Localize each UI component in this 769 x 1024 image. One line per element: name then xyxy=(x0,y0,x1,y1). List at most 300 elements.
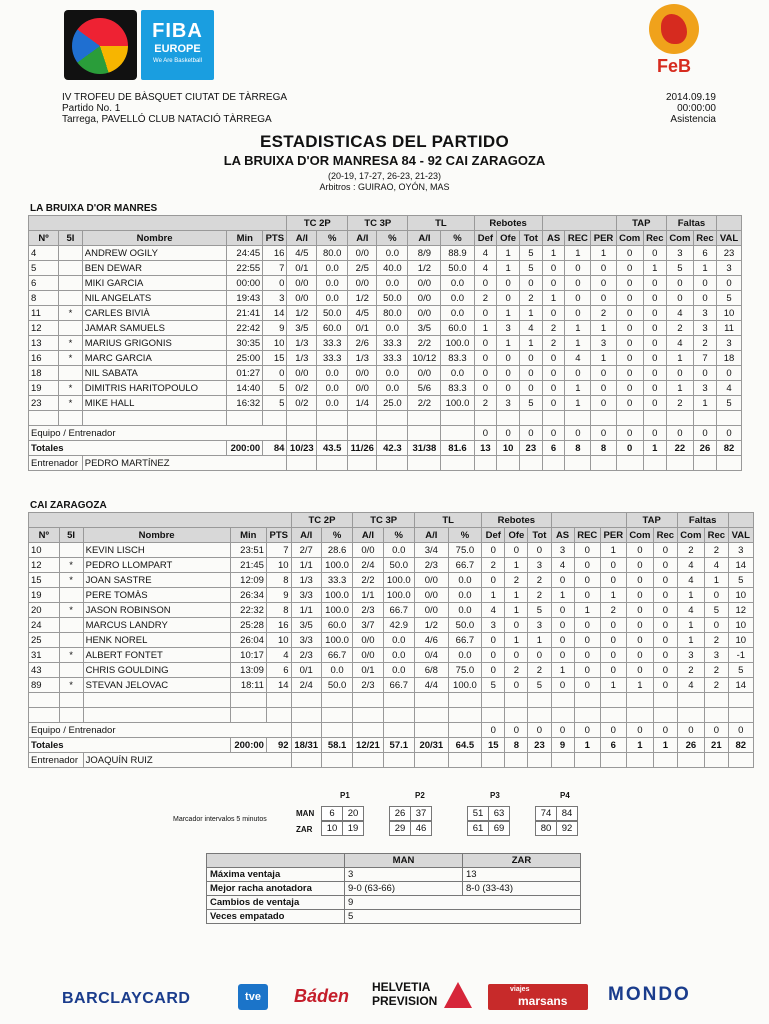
table-cell: 0 xyxy=(717,366,742,381)
table-cell: 0 xyxy=(542,306,565,321)
table-cell: 25.0 xyxy=(377,396,408,411)
table-cell xyxy=(291,723,321,738)
table-cell xyxy=(230,693,266,708)
table-cell: MIKI GARCIA xyxy=(82,276,227,291)
table-cell xyxy=(705,753,729,768)
table-cell: Equipo / Entrenador xyxy=(29,723,292,738)
table-cell: TL xyxy=(415,513,482,528)
table-cell xyxy=(626,753,653,768)
interval-score: 37 xyxy=(410,806,432,821)
table-cell xyxy=(677,693,704,708)
table-cell: 10/23 xyxy=(287,441,317,456)
table-cell: 13 xyxy=(474,441,497,456)
interval-score-row xyxy=(389,806,431,821)
baden-logo: Báden xyxy=(294,986,350,1006)
table-cell: -1 xyxy=(728,648,753,663)
table-cell: 16 xyxy=(29,351,59,366)
table-cell xyxy=(317,456,348,471)
table-cell: PEDRO LLOMPART xyxy=(83,558,230,573)
period-label: P2 xyxy=(415,791,425,800)
table-cell: JASON ROBINSON xyxy=(83,603,230,618)
table-cell: 0 xyxy=(666,426,693,441)
score-line: LA BRUIXA D'OR MANRESA 84 - 92 CAI ZARAGOZA xyxy=(223,153,546,168)
table-cell: PER xyxy=(591,231,616,246)
table-cell xyxy=(717,456,742,471)
table-cell: 0 xyxy=(263,366,287,381)
table-cell: 0 xyxy=(528,648,551,663)
table-cell: 3 xyxy=(551,543,574,558)
team2-name: CAI ZARAGOZA xyxy=(30,500,107,511)
table-cell: 81.6 xyxy=(441,441,474,456)
table-cell xyxy=(616,411,643,426)
marsans-logo: viajes marsans xyxy=(488,984,588,1010)
table-cell: 1 xyxy=(626,738,653,753)
table-cell: AS xyxy=(542,231,565,246)
table-cell: 1 xyxy=(591,246,616,261)
table-cell: 5 xyxy=(519,246,542,261)
table-cell: 3 xyxy=(693,321,716,336)
table-cell: 0 xyxy=(643,396,666,411)
table-cell xyxy=(353,693,383,708)
table-cell xyxy=(519,411,542,426)
table-cell xyxy=(29,693,60,708)
table-cell: 8-0 (33-43) xyxy=(463,882,581,896)
table-cell xyxy=(482,753,505,768)
period-label: P3 xyxy=(490,791,500,800)
table-cell: A/I xyxy=(408,231,441,246)
table-cell: 4 xyxy=(565,351,591,366)
table-cell: 88.9 xyxy=(441,246,474,261)
table-cell: 9 xyxy=(266,588,291,603)
table-cell: 1 xyxy=(474,321,497,336)
table-cell: 100.0 xyxy=(441,396,474,411)
table-cell xyxy=(59,411,83,426)
table-cell: 50.0 xyxy=(317,306,348,321)
table-cell: Nombre xyxy=(83,528,230,543)
table-cell: 0/0 xyxy=(353,648,383,663)
table-cell: MAN xyxy=(345,854,463,868)
table-cell: 0 xyxy=(574,618,600,633)
table-cell: 16:32 xyxy=(227,396,263,411)
table-cell: BEN DEWAR xyxy=(82,261,227,276)
table-cell: 0 xyxy=(519,381,542,396)
table-cell: 1/4 xyxy=(348,396,377,411)
table-cell: DIMITRIS HARITOPOULO xyxy=(82,381,227,396)
interval-score: 80 xyxy=(535,821,557,836)
table-cell: % xyxy=(441,231,474,246)
summary-header xyxy=(207,854,581,868)
interval-row-label: ZAR xyxy=(296,825,313,834)
interval-score-row xyxy=(535,821,577,836)
table-cell xyxy=(497,456,520,471)
table-cell xyxy=(383,693,415,708)
table-cell: 0/0 xyxy=(415,588,449,603)
totals-row xyxy=(29,441,742,456)
table-cell: 22:32 xyxy=(230,603,266,618)
table-cell: 23 xyxy=(528,738,551,753)
table-cell: 3/5 xyxy=(287,321,317,336)
table-cell: 0.0 xyxy=(377,366,408,381)
table-cell: Totales xyxy=(29,738,231,753)
table-cell xyxy=(415,723,449,738)
interval-score: 19 xyxy=(342,821,364,836)
table-cell: 1 xyxy=(591,321,616,336)
table-cell: 3/3 xyxy=(291,588,321,603)
table-cell: 0 xyxy=(551,678,574,693)
table-cell: % xyxy=(317,231,348,246)
table-cell: 0 xyxy=(519,351,542,366)
table-cell xyxy=(441,411,474,426)
table-cell: 1 xyxy=(519,306,542,321)
table-cell: 0.0 xyxy=(377,381,408,396)
table-cell: 100.0 xyxy=(321,588,353,603)
table-cell: 16 xyxy=(263,246,287,261)
table-cell: 100.0 xyxy=(383,573,415,588)
table-cell: 5 xyxy=(728,573,753,588)
table-cell: * xyxy=(59,648,83,663)
table-cell: 0 xyxy=(497,381,520,396)
table-cell: Com xyxy=(626,528,653,543)
table-cell: 0.0 xyxy=(317,276,348,291)
table-cell: MARCUS LANDRY xyxy=(83,618,230,633)
match-number: Partido No. 1 xyxy=(62,103,121,114)
table-cell: 40.0 xyxy=(377,261,408,276)
table-cell: 33.3 xyxy=(377,336,408,351)
table-cell: 3 xyxy=(528,618,551,633)
table-cell: 31 xyxy=(29,648,60,663)
table-cell: 5 xyxy=(263,381,287,396)
table-cell xyxy=(29,411,59,426)
table-cell: Entrenador xyxy=(29,753,84,768)
table-cell: 0 xyxy=(497,366,520,381)
table-cell: 0 xyxy=(474,366,497,381)
table-cell: * xyxy=(59,381,83,396)
barclaycard-logo: BARCLAYCARD xyxy=(62,990,191,1007)
table-cell: TC 3P xyxy=(353,513,415,528)
table-cell: Tot xyxy=(519,231,542,246)
table-cell xyxy=(600,708,626,723)
table-cell xyxy=(59,543,83,558)
table-cell: 5 xyxy=(717,291,742,306)
table-cell: 1 xyxy=(705,573,729,588)
table-cell: 3 xyxy=(677,648,704,663)
summary-row xyxy=(207,868,581,882)
table-cell: 0 xyxy=(482,573,505,588)
table-cell: 9-0 (63-66) xyxy=(345,882,463,896)
table-cell: * xyxy=(59,306,83,321)
table-cell xyxy=(353,753,383,768)
table-cell: 0.0 xyxy=(383,633,415,648)
table-cell: 0 xyxy=(693,426,716,441)
table-cell: 3 xyxy=(693,381,716,396)
table-cell xyxy=(505,753,528,768)
table-cell xyxy=(408,426,441,441)
table-cell: MARIUS GRIGONIS xyxy=(82,336,227,351)
table-cell: 100.0 xyxy=(448,678,482,693)
table-cell xyxy=(29,216,287,231)
interval-score: 69 xyxy=(488,821,510,836)
table-cell: 1/3 xyxy=(291,573,321,588)
table-cell: 0/0 xyxy=(408,366,441,381)
table-cell: 1 xyxy=(565,246,591,261)
table-cell: 4 xyxy=(474,246,497,261)
table-cell: 0 xyxy=(542,381,565,396)
table-cell: 0 xyxy=(626,603,653,618)
table-cell: 3 xyxy=(693,306,716,321)
table-cell xyxy=(505,708,528,723)
table-cell xyxy=(59,291,83,306)
table-cell: HENK NOREL xyxy=(83,633,230,648)
table-cell xyxy=(377,456,408,471)
table-cell: 83.3 xyxy=(441,351,474,366)
table-cell: 0 xyxy=(505,543,528,558)
table-cell: 1/3 xyxy=(348,351,377,366)
table-row xyxy=(29,588,754,603)
table-cell xyxy=(227,411,263,426)
table-cell: 100.0 xyxy=(441,336,474,351)
table-cell: 8 xyxy=(565,441,591,456)
table-cell: 6/8 xyxy=(415,663,449,678)
table-cell: 0 xyxy=(654,618,678,633)
table-cell: CHRIS GOULDING xyxy=(83,663,230,678)
table-cell: 23:51 xyxy=(230,543,266,558)
table-row xyxy=(29,246,742,261)
table-cell: 60.0 xyxy=(321,618,353,633)
table-cell: 0 xyxy=(600,573,626,588)
table-cell xyxy=(717,411,742,426)
table-row xyxy=(29,618,754,633)
table-cell: 0 xyxy=(551,648,574,663)
table-row xyxy=(29,558,754,573)
summary-row xyxy=(207,896,581,910)
table-cell: 7 xyxy=(266,543,291,558)
table-cell xyxy=(408,411,441,426)
table-cell: 0 xyxy=(643,426,666,441)
table-cell: 2/3 xyxy=(291,648,321,663)
table-row xyxy=(29,603,754,618)
table-cell: 0 xyxy=(542,261,565,276)
table-cell: NIL SABATA xyxy=(82,366,227,381)
table-cell: 60.0 xyxy=(317,321,348,336)
table-cell xyxy=(383,708,415,723)
table-cell xyxy=(263,411,287,426)
table-cell: Entrenador xyxy=(29,456,83,471)
table-cell: 10 xyxy=(497,441,520,456)
table-cell xyxy=(348,456,377,471)
table-cell: 0 xyxy=(551,633,574,648)
table-cell xyxy=(626,693,653,708)
team1-stats-table xyxy=(28,215,742,471)
interval-score: 61 xyxy=(467,821,489,836)
table-cell: 75.0 xyxy=(448,543,482,558)
table-cell: 0.0 xyxy=(383,543,415,558)
table-cell: 12 xyxy=(29,321,59,336)
table-cell: 2/4 xyxy=(353,558,383,573)
event-info xyxy=(62,92,287,125)
table-row xyxy=(29,633,754,648)
table-cell: 0/0 xyxy=(353,633,383,648)
table-cell: 2/2 xyxy=(353,573,383,588)
table-cell: 2 xyxy=(666,396,693,411)
table-cell: 5 xyxy=(717,396,742,411)
table-cell: 1 xyxy=(600,588,626,603)
table-cell xyxy=(207,854,345,868)
table-cell: 0 xyxy=(626,648,653,663)
table-cell: 0/1 xyxy=(291,663,321,678)
table-cell xyxy=(415,753,449,768)
table-cell: 0.0 xyxy=(448,648,482,663)
table-cell: A/I xyxy=(415,528,449,543)
table-cell xyxy=(519,456,542,471)
table-cell: 100.0 xyxy=(383,588,415,603)
table-cell: 2 xyxy=(528,573,551,588)
table-row xyxy=(29,366,742,381)
table-row xyxy=(29,543,754,558)
table-cell xyxy=(643,411,666,426)
table-cell: 0 xyxy=(643,336,666,351)
table-cell: 0 xyxy=(505,618,528,633)
table-cell xyxy=(643,456,666,471)
table-cell xyxy=(441,456,474,471)
table-cell: 19 xyxy=(29,588,60,603)
interval-score: 74 xyxy=(535,806,557,821)
table-cell xyxy=(83,693,230,708)
table-cell: 0 xyxy=(626,723,653,738)
attendance: Asistencia xyxy=(670,114,716,125)
table-cell xyxy=(59,246,83,261)
table-cell: 50.0 xyxy=(383,558,415,573)
table-cell xyxy=(551,708,574,723)
table-cell: 0.0 xyxy=(441,366,474,381)
table-cell: 0 xyxy=(717,426,742,441)
table-cell xyxy=(266,693,291,708)
table-cell: 100.0 xyxy=(321,558,353,573)
table-row xyxy=(29,321,742,336)
table-cell: 0 xyxy=(626,663,653,678)
table-cell: 0 xyxy=(626,588,653,603)
interval-score: 29 xyxy=(389,821,411,836)
table-cell: 13:09 xyxy=(230,663,266,678)
table-cell: 0 xyxy=(600,618,626,633)
table-cell: 3 xyxy=(482,618,505,633)
table-cell: 0 xyxy=(565,276,591,291)
table-cell xyxy=(565,411,591,426)
table-cell: 0.0 xyxy=(317,381,348,396)
table-cell: 0 xyxy=(497,426,520,441)
table-cell: 2/5 xyxy=(348,261,377,276)
table-cell xyxy=(677,753,704,768)
match-time: 00:00:00 xyxy=(677,103,716,114)
team1-name: LA BRUIXA D'OR MANRES xyxy=(30,203,158,214)
table-cell: 10 xyxy=(728,618,753,633)
table-cell: 0 xyxy=(505,723,528,738)
table-cell: 14:40 xyxy=(227,381,263,396)
table-cell: 1 xyxy=(551,588,574,603)
interval-score-row xyxy=(389,821,431,836)
table-cell: 0 xyxy=(643,276,666,291)
table-cell: 2 xyxy=(600,603,626,618)
table-cell: 0 xyxy=(263,276,287,291)
table-cell: 1 xyxy=(542,291,565,306)
venue: Tarrega, PAVELLÓ CLUB NATACIÓ TÀRREGA xyxy=(62,114,272,125)
interval-score-row xyxy=(535,806,577,821)
table-cell: 0 xyxy=(654,723,678,738)
table-cell: Com xyxy=(616,231,643,246)
table-cell xyxy=(291,753,321,768)
table-cell: 0 xyxy=(654,543,678,558)
interval-score: 92 xyxy=(556,821,578,836)
lion-icon xyxy=(649,4,699,54)
table-cell: Com xyxy=(666,231,693,246)
table-cell: 2 xyxy=(528,663,551,678)
table-cell: 1 xyxy=(519,336,542,351)
table-cell: 2 xyxy=(482,558,505,573)
mondo-logo: MONDO xyxy=(608,984,691,1005)
team-coach-row xyxy=(29,723,754,738)
table-row xyxy=(29,678,754,693)
table-cell: 1/2 xyxy=(415,618,449,633)
table-cell: ZAR xyxy=(463,854,581,868)
match-datetime xyxy=(600,92,716,125)
table-cell xyxy=(497,411,520,426)
table-cell: 75.0 xyxy=(448,663,482,678)
table-row xyxy=(29,276,742,291)
table-cell: 4/5 xyxy=(348,306,377,321)
table-cell xyxy=(482,693,505,708)
table-cell: 1 xyxy=(677,618,704,633)
table-cell: 1/2 xyxy=(348,291,377,306)
table-cell: 0 xyxy=(474,426,497,441)
table-cell: 89 xyxy=(29,678,60,693)
table-cell: 3 xyxy=(497,396,520,411)
table-cell xyxy=(321,753,353,768)
table-cell xyxy=(59,588,83,603)
table-cell xyxy=(600,693,626,708)
table-cell: 0.0 xyxy=(377,321,408,336)
table-cell: % xyxy=(321,528,353,543)
table-cell: 0/0 xyxy=(287,276,317,291)
table-cell xyxy=(59,261,83,276)
table-cell: 0 xyxy=(528,723,551,738)
table-cell xyxy=(383,723,415,738)
table-cell xyxy=(574,708,600,723)
table-cell: 0 xyxy=(626,633,653,648)
table-cell: 0 xyxy=(505,648,528,663)
table-cell: 1 xyxy=(574,603,600,618)
fiba-europe-badge: FIBA EUROPE We Are Basketball xyxy=(141,10,214,80)
table-cell: 92 xyxy=(266,738,291,753)
table-cell: 13 xyxy=(463,868,581,882)
table-cell: Rec xyxy=(693,231,716,246)
table-cell xyxy=(59,366,83,381)
table-cell: 0/1 xyxy=(353,663,383,678)
table-cell: A/I xyxy=(291,528,321,543)
table-cell xyxy=(591,411,616,426)
table-cell: Rebotes xyxy=(474,216,542,231)
table-cell: % xyxy=(448,528,482,543)
table-cell: 16 xyxy=(266,618,291,633)
table-cell: 0/4 xyxy=(415,648,449,663)
table-cell: TC 2P xyxy=(287,216,348,231)
table-cell: 0 xyxy=(616,246,643,261)
table-cell: 0 xyxy=(600,723,626,738)
table-cell: 0 xyxy=(677,723,704,738)
table-cell: A/I xyxy=(348,231,377,246)
table-cell: 0 xyxy=(591,261,616,276)
table-cell: 0 xyxy=(616,366,643,381)
table-cell: 3 xyxy=(717,261,742,276)
table-cell: 42.3 xyxy=(377,441,408,456)
